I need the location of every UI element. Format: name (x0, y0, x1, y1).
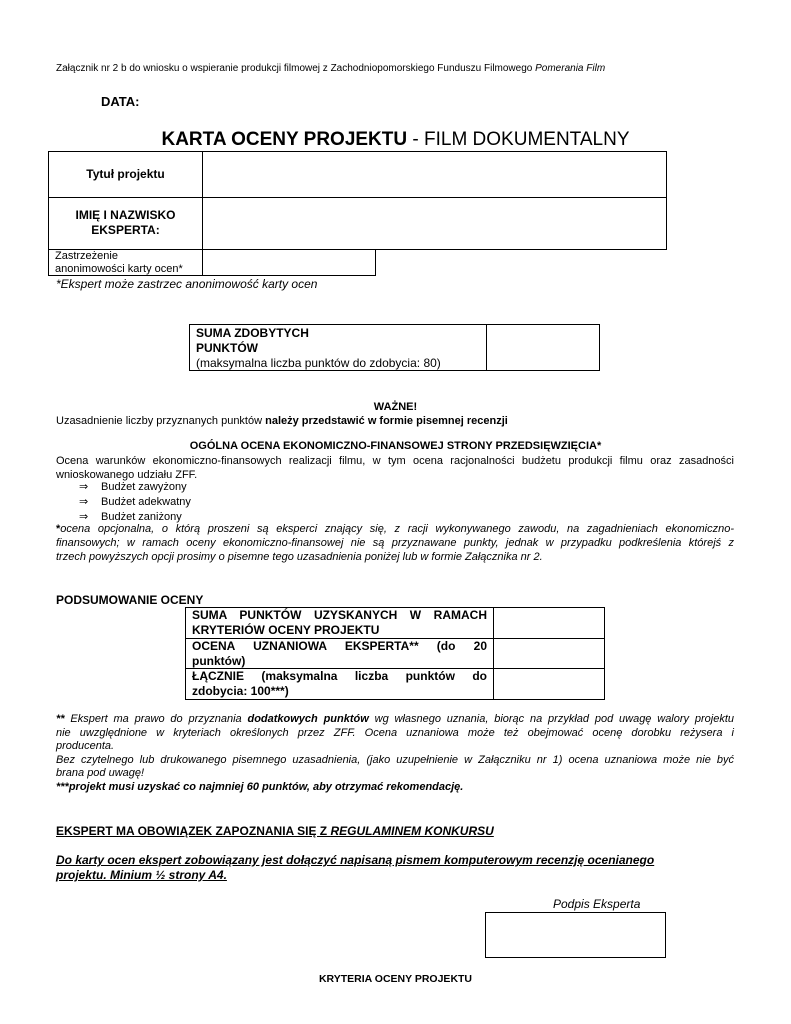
summary-row-label-cell (185, 638, 494, 669)
regulations-obligation (56, 824, 494, 838)
sum-points-label-line2: PUNKTÓW (196, 341, 258, 355)
expert-notes (56, 713, 734, 794)
project-title-label-cell (48, 151, 203, 198)
review-obligation-line1: Do karty ocen ekspert zobowiązany jest dołączyć napisaną pismem komputerowym recenzję ocenianego (56, 853, 655, 867)
economic-footnote-star: * (56, 523, 61, 535)
expert-note-1-a: Ekspert ma prawo do przyznania (70, 713, 248, 725)
budget-option[interactable] (79, 495, 191, 510)
expert-name-field[interactable] (202, 197, 667, 250)
criteria-heading: KRYTERIA OCENY PROJEKTU (318, 973, 473, 985)
budget-options (79, 480, 191, 525)
arrow-right-icon: ⇒ (79, 481, 89, 493)
anonymity-label-line2: anonimowości karty ocen* (55, 263, 183, 275)
annex-note (56, 63, 605, 74)
important-text-normal: Uzasadnienie liczby przyznanych punktów (56, 415, 266, 427)
sum-points-label-line1: SUMA ZDOBYTYCH (196, 326, 309, 340)
anonymity-label-cell (48, 249, 203, 276)
project-title-label: Tytuł projektu (86, 167, 165, 181)
summary-row-label (192, 669, 487, 699)
summary-row-label-line1: SUMA PUNKTÓW UZYSKANYCH W RAMACH (192, 608, 487, 622)
annex-note-fund: Pomerania Film (535, 63, 606, 74)
summary-row-label-cell (185, 607, 494, 639)
review-obligation (56, 853, 654, 883)
expert-note-1-line3: producenta. (56, 740, 115, 752)
economic-footnote-line1-text: ocena opcjonalna, o którą proszeni są eksperci znający się, z racji wykonywanego zawodu, na zagadnieniach ekonomiczno- (60, 523, 734, 535)
anonymity-label (55, 250, 183, 276)
economic-footnote-line3: trzech powyższych opcji prosimy o pisemne tego uzasadnienia poniżej lub w formie Załącznika nr 2. (56, 551, 543, 563)
budget-option-label: Budżet zaniżony (101, 511, 182, 523)
signature-label: Podpis Eksperta (553, 897, 641, 911)
summary-row-value-field[interactable] (493, 607, 605, 639)
sum-points-label (196, 326, 441, 371)
economic-footnote-line1 (56, 522, 734, 536)
review-obligation-line2: projektu. Minium ½ strony A4. (56, 868, 227, 882)
summary-row-label-line1: ŁĄCZNIE (maksymalna liczba punktów do (192, 669, 487, 683)
economic-description-line1: Ocena warunków ekonomiczno-finansowych realizacji filmu, w tym ocena racjonalności budżetu produkcji filmu oraz zasadności (56, 455, 734, 467)
arrow-right-icon: ⇒ (79, 496, 89, 508)
date-label: DATA: (101, 94, 140, 109)
economic-description-line2: wnioskowanego udziału ZFF. (56, 469, 198, 481)
expert-note-1-bold: dodatkowych punktów (247, 713, 369, 725)
important-text (56, 415, 508, 427)
important-heading: WAŻNE! (373, 401, 418, 413)
expert-note-1-line1 (56, 713, 734, 727)
page-title (0, 129, 791, 151)
budget-option[interactable] (79, 480, 191, 495)
important-text-bold: należy przedstawić w formie pisemnej recenzji (265, 415, 508, 427)
summary-row-label-line2: KRYTERIÓW OCENY PROJEKTU (192, 623, 380, 637)
summary-row-label-line1: OCENA UZNANIOWA EKSPERTA** (do 20 (192, 639, 487, 653)
summary-row-label (192, 639, 487, 669)
expert-note-1-stars: ** (56, 713, 71, 725)
economic-description (56, 454, 734, 482)
summary-row-label-cell (185, 668, 494, 700)
economic-footnote-line2: finansowych; w ramach oceny ekonomiczno-finansowej nie są przyznawane punkty, jednak w przypadku podkreślenia którejś z (56, 537, 734, 549)
expert-note-1-b: wg własnego uznania, biorąc na przykład pod uwagę walory projektu (368, 713, 734, 725)
expert-note-1-line2: nie uwzględnione w kryteriach określonych przez ZFF. Ocena uznaniowa może też obejmować ocenę dorobku reżysera i (56, 726, 734, 739)
budget-option-label: Budżet zawyżony (101, 481, 187, 493)
sum-points-field[interactable] (486, 324, 600, 371)
page-title-sub: - FILM DOKUMENTALNY (407, 129, 630, 150)
anonymity-label-line1: Zastrzeżenie (55, 250, 118, 262)
budget-option-label: Budżet adekwatny (101, 496, 191, 508)
summary-row-label-line2: zdobycia: 100***) (192, 684, 289, 698)
summary-row-label (192, 608, 487, 638)
sum-points-label-line3: (maksymalna liczba punktów do zdobycia: 80) (196, 356, 441, 370)
signature-field[interactable] (485, 912, 666, 958)
anonymity-note: *Ekspert może zastrzec anonimowość karty ocen (56, 277, 318, 291)
expert-name-label-cell (48, 197, 203, 250)
regulations-obligation-italic: REGULAMINEM KONKURSU (330, 824, 494, 838)
economic-heading: OGÓLNA OCENA EKONOMICZNO-FINANSOWEJ STRONY PRZEDSIĘWZIĘCIA* (189, 440, 602, 452)
regulations-obligation-text: EKSPERT MA OBOWIĄZEK ZAPOZNANIA SIĘ Z (56, 824, 331, 838)
sum-points-label-cell (189, 324, 487, 371)
arrow-right-icon: ⇒ (79, 511, 89, 523)
expert-note-2-line2: brana pod uwagę! (56, 767, 145, 779)
project-title-field[interactable] (202, 151, 667, 198)
economic-footnote (56, 522, 734, 564)
anonymity-field[interactable] (202, 249, 376, 276)
summary-heading: PODSUMOWANIE OCENY (56, 593, 204, 607)
summary-row-value-field[interactable] (493, 668, 605, 700)
expert-name-label-line1: IMIĘ I NAZWISKO (75, 208, 176, 222)
summary-row-label-line2: punktów) (192, 654, 246, 668)
annex-note-text: Załącznik nr 2 b do wniosku o wspieranie produkcji filmowej z Zachodniopomorskiego Funduszu Filmowego (56, 63, 536, 74)
page-title-main: KARTA OCENY PROJEKTU (161, 129, 408, 150)
expert-name-label (49, 208, 202, 238)
expert-note-3: ***projekt musi uzyskać co najmniej 60 punktów, aby otrzymać rekomendację. (56, 780, 464, 793)
expert-note-2-line1: Bez czytelnego lub drukowanego pisemnego uzasadnienia, (jako uzupełnienie w Załączniku nr 1) ocena uznaniowa może nie być (56, 753, 734, 766)
expert-name-label-line2: EKSPERTA: (91, 223, 160, 237)
summary-row-value-field[interactable] (493, 638, 605, 669)
